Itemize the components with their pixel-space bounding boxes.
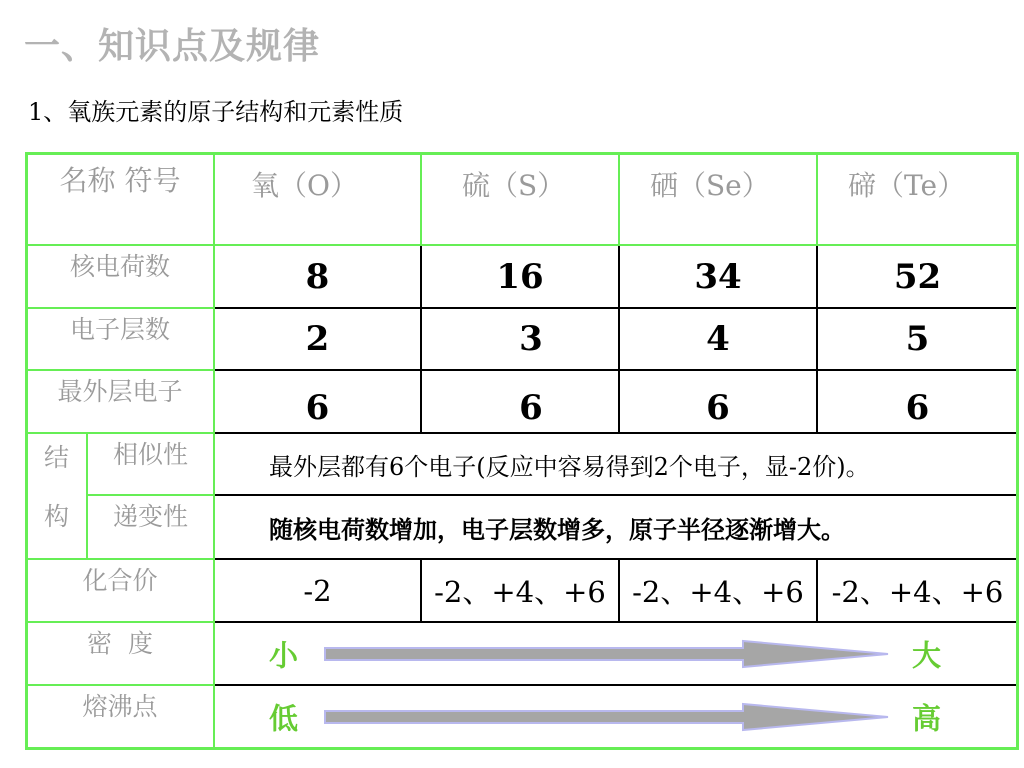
table-row — [26, 685, 1018, 748]
nuclear-charge-sulfur: 16 — [421, 245, 619, 308]
density-start-label: 小 — [269, 638, 299, 672]
melting-point-end-label: 高 — [911, 701, 941, 735]
melting-point-label: 熔沸点 — [26, 685, 214, 748]
similarity-label: 相似性 — [87, 433, 214, 495]
gradient-label: 递变性 — [87, 495, 214, 559]
oxygen-family-table — [25, 152, 1019, 749]
nuclear-charge-oxygen: 8 — [214, 245, 421, 308]
structure-label — [26, 433, 87, 559]
electron-shells-selenium: 4 — [619, 308, 817, 370]
valence-label: 化合价 — [26, 559, 214, 622]
outer-electrons-oxygen: 6 — [214, 370, 421, 433]
density-label: 密 度 — [26, 622, 214, 685]
nuclear-charge-selenium: 34 — [619, 245, 817, 308]
electron-shells-tellurium: 5 — [817, 308, 1018, 370]
table-row — [26, 622, 1018, 685]
gradient-text: 随核电荷数增加，电子层数增多，原子半径逐渐增大。 — [214, 495, 1018, 559]
table-row — [26, 495, 1018, 559]
similarity-text: 最外层都有6个电子(反应中容易得到2个电子，显-2价)。 — [214, 433, 1018, 495]
electron-shells-label: 电子层数 — [26, 308, 214, 370]
table-row — [26, 370, 1018, 433]
outer-electrons-selenium: 6 — [619, 370, 817, 433]
melting-point-trend-cell — [214, 685, 1018, 748]
nuclear-charge-tellurium: 52 — [817, 245, 1018, 308]
melting-point-arrow-icon — [323, 701, 893, 733]
valence-oxygen: -2 — [214, 559, 421, 622]
outer-electrons-label: 最外层电子 — [26, 370, 214, 433]
table-row — [26, 308, 1018, 370]
density-trend-cell — [214, 622, 1018, 685]
name-symbol-header: 名称 符号 — [26, 153, 214, 245]
table-row — [26, 559, 1018, 622]
structure-label-top: 结 — [43, 443, 69, 472]
electron-shells-oxygen: 2 — [214, 308, 421, 370]
valence-sulfur: -2、+4、+6 — [421, 559, 619, 622]
structure-label-bottom: 构 — [43, 502, 69, 531]
valence-tellurium: -2、+4、+6 — [817, 559, 1018, 622]
density-end-label: 大 — [911, 638, 941, 672]
table-row — [26, 245, 1018, 308]
table-header-row — [26, 153, 1018, 245]
element-header-sulfur: 硫（S） — [421, 153, 619, 245]
table-row — [26, 433, 1018, 495]
outer-electrons-sulfur: 6 — [421, 370, 619, 433]
page-heading: 一、知识点及规律 — [24, 25, 321, 67]
element-header-selenium: 硒（Se） — [619, 153, 817, 245]
valence-selenium: -2、+4、+6 — [619, 559, 817, 622]
electron-shells-sulfur: 3 — [421, 308, 619, 370]
density-arrow-icon — [323, 638, 893, 670]
melting-point-start-label: 低 — [269, 701, 299, 735]
outer-electrons-tellurium: 6 — [817, 370, 1018, 433]
section-subheading: 1、氧族元素的原子结构和元素性质 — [28, 98, 404, 126]
nuclear-charge-label: 核电荷数 — [26, 245, 214, 308]
element-header-oxygen: 氧（O） — [214, 153, 421, 245]
element-header-tellurium: 碲（Te） — [817, 153, 1018, 245]
